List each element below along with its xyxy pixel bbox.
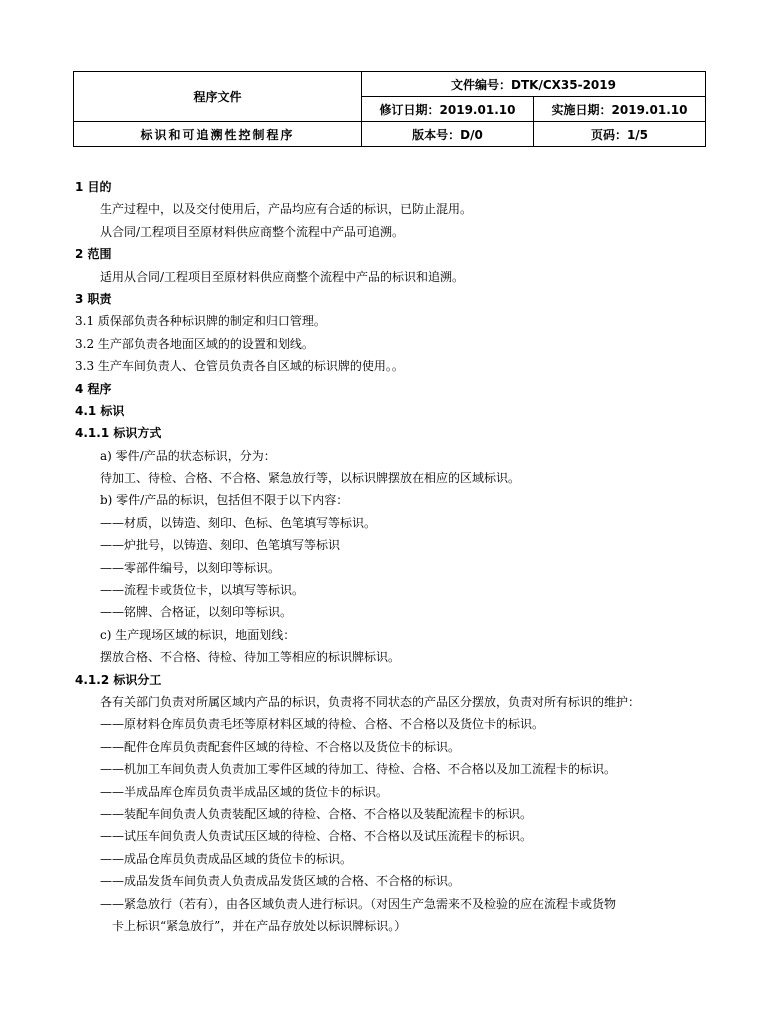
page-number: 页码：1/5 xyxy=(534,122,706,147)
list-item: c) 生产现场区域的标识，地面划线： xyxy=(100,627,296,642)
subsection-heading: 4.1.1 标识方式 xyxy=(75,426,162,441)
list-item: ——原材料仓库员负责毛坯等原材料区域的待检、合格、不合格以及货位卡的标识。 xyxy=(100,717,545,732)
version-number: 版本号：D/0 xyxy=(362,122,534,147)
paragraph: 3.3 生产车间负责人、仓管员负责各自区域的标识牌的使用。。 xyxy=(75,359,404,374)
effective-date: 实施日期：2019.01.10 xyxy=(534,97,706,122)
paragraph: 3.1 质保部负责各种标识牌的制定和归口管理。 xyxy=(75,314,326,329)
list-item: ——流程卡或货位卡，以填写等标识。 xyxy=(100,583,305,598)
document-header-table xyxy=(73,71,706,147)
list-item: ——成品发货车间负责人负责成品发货区域的合格、不合格的标识。 xyxy=(100,874,461,889)
paragraph: 适用从合同/工程项目至原材料供应商整个流程中产品的标识和追溯。 xyxy=(100,269,465,284)
list-item: ——试压车间负责人负责试压区域的待检、合格、不合格以及试压流程卡的标识。 xyxy=(100,829,533,844)
list-item: ——装配车间负责人负责装配区域的待检、合格、不合格以及装配流程卡的标识。 xyxy=(100,806,533,821)
paragraph: 各有关部门负责对所属区域内产品的标识，负责将不同状态的产品区分摆放，负责对所有标识的维护： xyxy=(100,694,641,709)
section-heading: 2 范围 xyxy=(75,247,112,262)
paragraph: 3.2 生产部负责各地面区域的的设置和划线。 xyxy=(75,336,314,351)
section-heading: 4 程序 xyxy=(75,381,112,396)
paragraph: 生产过程中，以及交付使用后，产品均应有合适的标识，已防止混用。 xyxy=(100,202,473,217)
doc-title: 标识和可追溯性控制程序 xyxy=(74,122,362,147)
list-item: ——半成品库仓库员负责半成品区域的货位卡的标识。 xyxy=(100,784,389,799)
list-item: ——配件仓库员负责配套件区域的待检、不合格以及货位卡的标识。 xyxy=(100,739,461,754)
section-heading: 1 目的 xyxy=(75,180,112,194)
revision-date: 修订日期：2019.01.10 xyxy=(362,97,534,122)
subsection-heading: 4.1.2 标识分工 xyxy=(75,672,162,687)
list-item: ——铭牌、合格证，以刻印等标识。 xyxy=(100,605,293,620)
section-heading: 3 职责 xyxy=(75,291,112,306)
list-item: ——材质，以铸造、刻印、色标、色笔填写等标识。 xyxy=(100,515,377,530)
paragraph: 待加工、待检、合格、不合格、紧急放行等，以标识牌摆放在相应的区域标识。 xyxy=(100,471,521,486)
paragraph: 摆放合格、不合格、待检、待加工等相应的标识牌标识。 xyxy=(100,650,401,665)
list-item: a) 零件/产品的状态标识，分为： xyxy=(100,448,276,463)
list-item: ——零部件编号，以刻印等标识。 xyxy=(100,560,281,575)
doc-number: 文件编号：DTK/CX35-2019 xyxy=(362,72,706,97)
list-item: ——紧急放行（若有），由各区域负责人进行标识。（对因生产急需来不及检验的应在流程卡或货物 xyxy=(100,896,617,911)
list-item: ——炉批号，以铸造、刻印、色笔填写等标识 xyxy=(100,538,341,553)
doc-type: 程序文件 xyxy=(74,72,362,122)
document-body xyxy=(75,176,715,937)
paragraph: 从合同/工程项目至原材料供应商整个流程中产品可追溯。 xyxy=(100,224,405,239)
list-item: ——机加工车间负责人负责加工零件区域的待加工、待检、合格、不合格以及加工流程卡的标识。 xyxy=(100,762,617,777)
subsection-heading: 4.1 标识 xyxy=(75,403,125,418)
list-item: ——成品仓库员负责成品区域的货位卡的标识。 xyxy=(100,851,353,866)
list-item-continuation: 卡上标识“紧急放行”，并在产品存放处以标识牌标识。） xyxy=(112,918,407,933)
list-item: b) 零件/产品的标识，包括但不限于以下内容： xyxy=(100,493,349,508)
